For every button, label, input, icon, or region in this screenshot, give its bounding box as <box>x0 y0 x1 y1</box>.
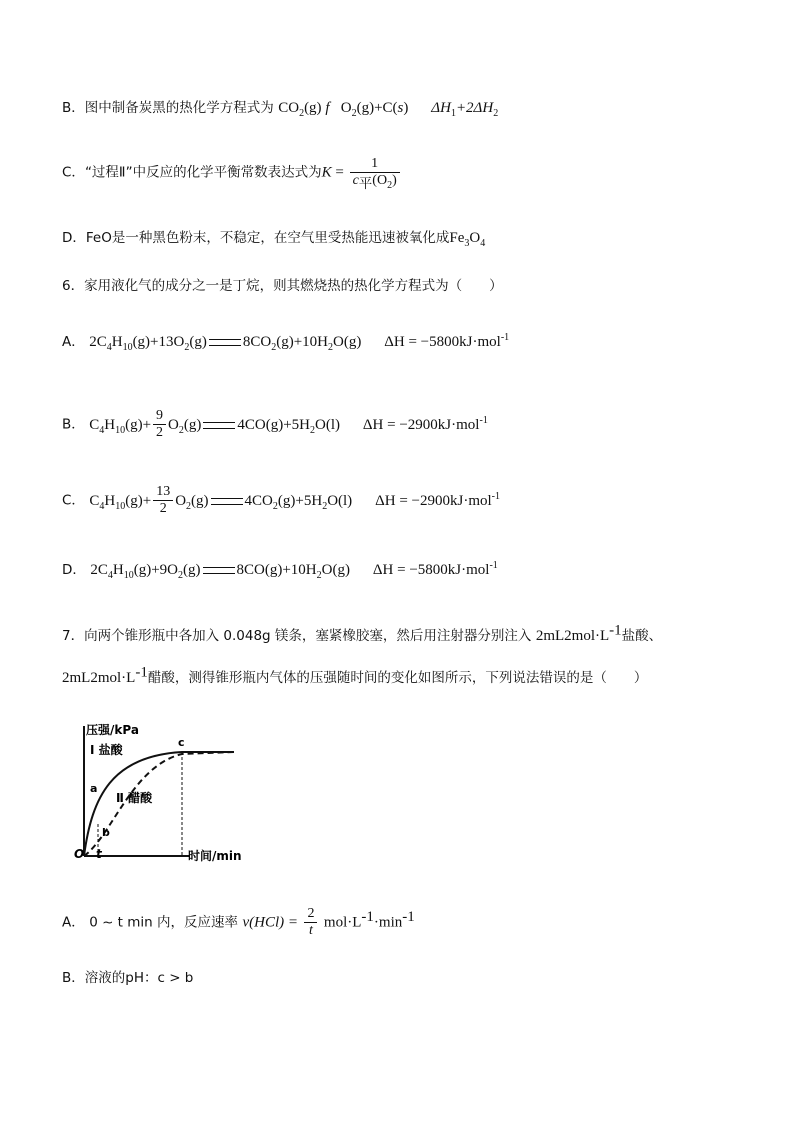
origin-label: O <box>74 847 85 861</box>
q5-option-b: B．图中制备炭黑的热化学方程式为 $CO_2(g)$ f $O_2(g)+C(s)$ $\Delta H_1+2\Delta H_2$ <box>62 100 499 119</box>
q7-option-b: B．溶液的pH：c > b <box>62 970 194 986</box>
question-7-stem-line2: $2mL2mol\cdot L^{-1}$醋酸，测得锥形瓶内气体的压强随时间的变化如图所示，下列说法错误的是（ ） <box>62 664 648 686</box>
point-b: b <box>102 826 110 839</box>
q6-option-b: B． $C_4H_{10}(g)+$ $\frac{9}{2}$ $O_2(g)$ $4CO(g)+5H_2O(l) \Delta H = -2900kJ\cdot mol^{-1}$ <box>62 408 488 440</box>
y-axis-label: 压强/kPa <box>86 723 139 737</box>
delta-h-expression: $\Delta H_1+2\Delta H_2$ <box>431 100 499 119</box>
q5-option-d: D．FeO是一种黑色粉末，不稳定，在空气里受热能迅速被氧化成$Fe_3O_4$ <box>62 230 486 249</box>
q6-option-d: D． $2C_4H_{10}(g)+9O_2(g)$ $8CO(g)+10H_2O(g) \Delta H = -5800kJ\cdot mol^{-1}$ <box>62 560 498 581</box>
q6-option-c: C． $C_4H_{10}(g)+$ $\frac{13}{2}$ $O_2(g)$ $4CO_2(g)+5H_2O(l) \Delta H = -2900kJ\cdot mol^{-1}$ <box>62 484 501 516</box>
pressure-time-graph <box>72 716 252 866</box>
q7-option-a: A． 0 ~ t min 内，反应速率 v(HCl) = $\frac{2}{t}$ $mol\cdot L^{-1}\cdot\min^{-1}$ <box>62 906 415 938</box>
question-6-stem: 6．家用液化气的成分之一是丁烷，则其燃烧热的热化学方程式为（ ） <box>62 278 503 294</box>
q5-option-c: C．“过程Ⅱ”中反应的化学平衡常数表达式为K = $\frac{1}{c_平(O_2)}$ <box>62 156 402 189</box>
curve-1-label: Ⅰ 盐酸 <box>90 743 123 757</box>
x-axis-label: 时间/min <box>188 849 242 863</box>
q6-option-a: A． $2C_4H_{10}(g)+13O_2(g)$ $8CO_2(g)+10H_2O(g) \Delta H = -5800kJ\cdot mol^{-1}$ <box>62 332 510 353</box>
t-label: t <box>96 847 102 861</box>
point-a: a <box>90 782 98 795</box>
acetic-acid-curve <box>84 752 234 856</box>
curve-2-label: Ⅱ 醋酸 <box>116 791 153 805</box>
question-7-stem-line1: 7．向两个锥形瓶中各加入 0.048g 镁条，塞紧橡胶塞，然后用注射器分别注入 $2mL2mol\cdot L^{-1}$盐酸、 <box>62 622 663 644</box>
point-c: c <box>178 736 185 749</box>
equilibrium-constant-fraction: $\frac{1}{c_平(O_2)}$ <box>350 156 400 189</box>
hydrochloric-acid-curve <box>84 752 234 856</box>
